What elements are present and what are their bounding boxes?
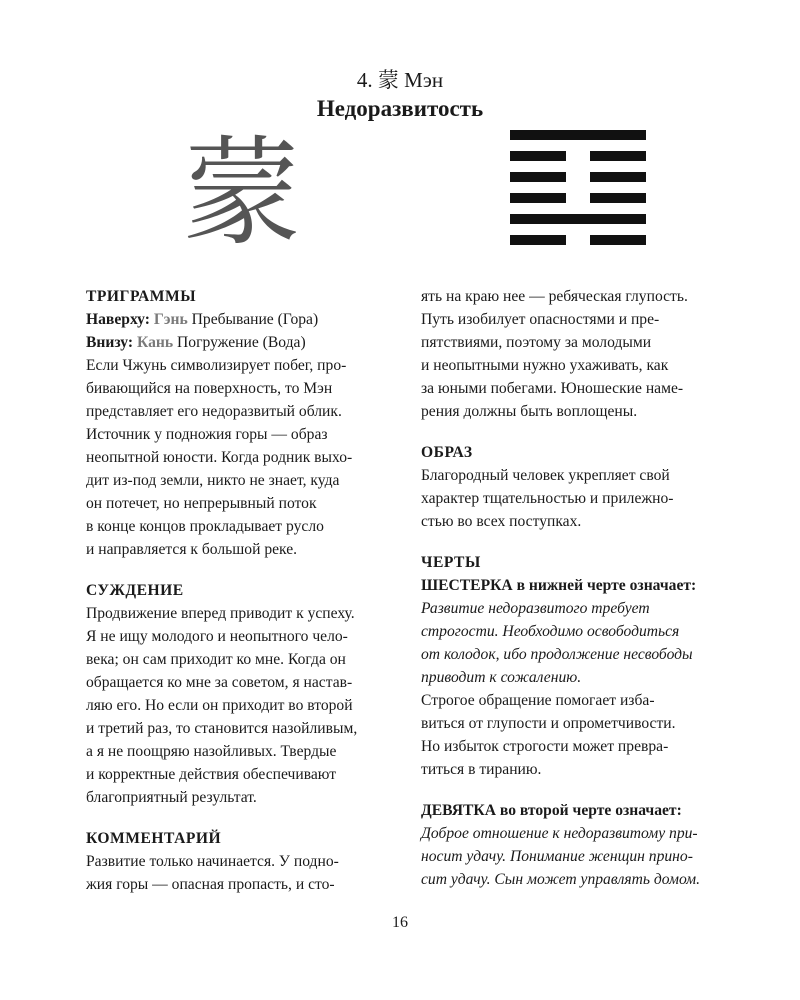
- text-line: представляет его недоразвитый облик.: [86, 403, 342, 420]
- text-line: Я не ищу молодого и неопытного чело-: [86, 628, 348, 645]
- judgment-heading: СУЖДЕНИЕ: [86, 582, 184, 599]
- text-line: Но избыток строгости может превра-: [421, 738, 669, 755]
- text-line: Путь изобилует опасностями и пре-: [421, 311, 660, 328]
- text-line: приводит к сожалению.: [421, 669, 582, 686]
- hexagram-broken-line: [510, 193, 646, 203]
- line-segment: [590, 151, 646, 161]
- six-italic-text: [421, 597, 741, 689]
- text-line: жия горы — опасная пропасть, и сто-: [86, 876, 335, 893]
- line-segment: [510, 151, 566, 161]
- image-heading: ОБРАЗ: [421, 444, 473, 461]
- line-segment: [590, 235, 646, 245]
- hexagram-number: 4. 蒙 Мэн: [356, 68, 444, 92]
- text-line: Источник у подножия горы — образ: [86, 426, 328, 443]
- trigram-bottom: [86, 331, 406, 354]
- line-segment: [510, 193, 566, 203]
- text-line: в конце концов прокладывает русло: [86, 518, 324, 535]
- text-line: Благородный человек укрепляет свой: [421, 467, 670, 484]
- hexagram-broken-line: [510, 151, 646, 161]
- text-line: носит удачу. Понимание женщин прино-: [421, 848, 693, 865]
- commentary-heading: КОММЕНТАРИЙ: [86, 830, 222, 847]
- trigram-top-label: Наверху:: [86, 311, 150, 328]
- text-line: и третий раз, то становится назойливым,: [86, 720, 358, 737]
- line-segment: [590, 172, 646, 182]
- nine-heading: ДЕВЯТКА во второй черте означает:: [421, 802, 682, 819]
- six-text: [421, 689, 741, 781]
- trigrams-heading: ТРИГРАММЫ: [86, 288, 197, 305]
- line-segment: [590, 193, 646, 203]
- text-line: дит из-под земли, никто не знает, куда: [86, 472, 340, 489]
- text-line: ляю его. Но если он приходит во второй: [86, 697, 353, 714]
- page-number: 16: [392, 914, 408, 931]
- text-line: за юными побегами. Юношеские наме-: [421, 380, 684, 397]
- hexagram-figure: [510, 130, 646, 256]
- text-line: обращается ко мне за советом, я настав-: [86, 674, 353, 691]
- text-line: титься в тиранию.: [421, 761, 542, 778]
- features-heading: ЧЕРТЫ: [421, 554, 481, 571]
- hexagram-broken-line: [510, 235, 646, 245]
- hexagram-broken-line: [510, 172, 646, 182]
- text-line: Развитие только начинается. У подно-: [86, 853, 339, 870]
- text-line: и направляется к большой реке.: [86, 541, 298, 558]
- text-line: рения должны быть воплощены.: [421, 403, 638, 420]
- chapter-header: [0, 66, 800, 124]
- text-line: от колодок, ибо продолжение несвободы: [421, 646, 693, 663]
- text-line: века; он сам приходит ко мне. Когда он: [86, 651, 346, 668]
- text-line: ять на краю нее — ребяческая глупость.: [421, 288, 688, 305]
- commentary-continued: [421, 285, 741, 423]
- trigram-bottom-name: Кань: [137, 334, 174, 351]
- hexagram-title: Недоразвитость: [316, 96, 484, 121]
- text-line: благоприятный результат.: [86, 789, 257, 806]
- hexagram-character: 蒙: [182, 124, 301, 262]
- text-line: Если Чжунь символизирует побег, про-: [86, 357, 347, 374]
- text-line: виться от глупости и опрометчивости.: [421, 715, 676, 732]
- text-line: а я не поощряю назойливых. Твердые: [86, 743, 337, 760]
- hexagram-solid-line: [510, 214, 646, 224]
- commentary-text: [86, 850, 406, 896]
- nine-italic-text: [421, 822, 741, 891]
- line-segment: [510, 235, 566, 245]
- line-segment: [510, 130, 646, 140]
- text-line: строгости. Необходимо освободиться: [421, 623, 680, 640]
- trigram-top-name: Гэнь: [153, 311, 188, 328]
- image-text: [421, 464, 741, 533]
- text-line: он потечет, но непрерывный поток: [86, 495, 317, 512]
- hexagram-solid-line: [510, 130, 646, 140]
- text-line: неопытной юности. Когда родник выхо-: [86, 449, 353, 466]
- trigram-bottom-label: Внизу:: [86, 334, 134, 351]
- text-line: стью во всех поступках.: [421, 513, 582, 530]
- trigram-top: [86, 308, 406, 331]
- trigram-bottom-desc: Погружение (Вода): [177, 334, 306, 351]
- text-line: характер тщательностью и прилежно-: [421, 490, 674, 507]
- text-line: Развитие недоразвитого требует: [421, 600, 650, 617]
- trigrams-text: [86, 354, 406, 561]
- line-segment: [510, 214, 646, 224]
- text-line: и неопытными нужно ухаживать, как: [421, 357, 669, 374]
- trigram-top-desc: Пребывание (Гора): [191, 311, 319, 328]
- right-column: [421, 285, 741, 891]
- left-column: [86, 285, 406, 896]
- text-line: и корректные действия обеспечивают: [86, 766, 337, 783]
- text-line: бивающийся на поверхность, то Мэн: [86, 380, 333, 397]
- text-line: сит удачу. Сын может управлять домом.: [421, 871, 701, 888]
- six-heading: ШЕСТЕРКА в нижней черте означает:: [421, 577, 697, 594]
- judgment-text: [86, 602, 406, 809]
- text-line: Доброе отношение к недоразвитому при-: [421, 825, 698, 842]
- text-line: пятствиями, поэтому за молодыми: [421, 334, 652, 351]
- line-segment: [510, 172, 566, 182]
- text-line: Продвижение вперед приводит к успеху.: [86, 605, 355, 622]
- text-line: Строгое обращение помогает изба-: [421, 692, 655, 709]
